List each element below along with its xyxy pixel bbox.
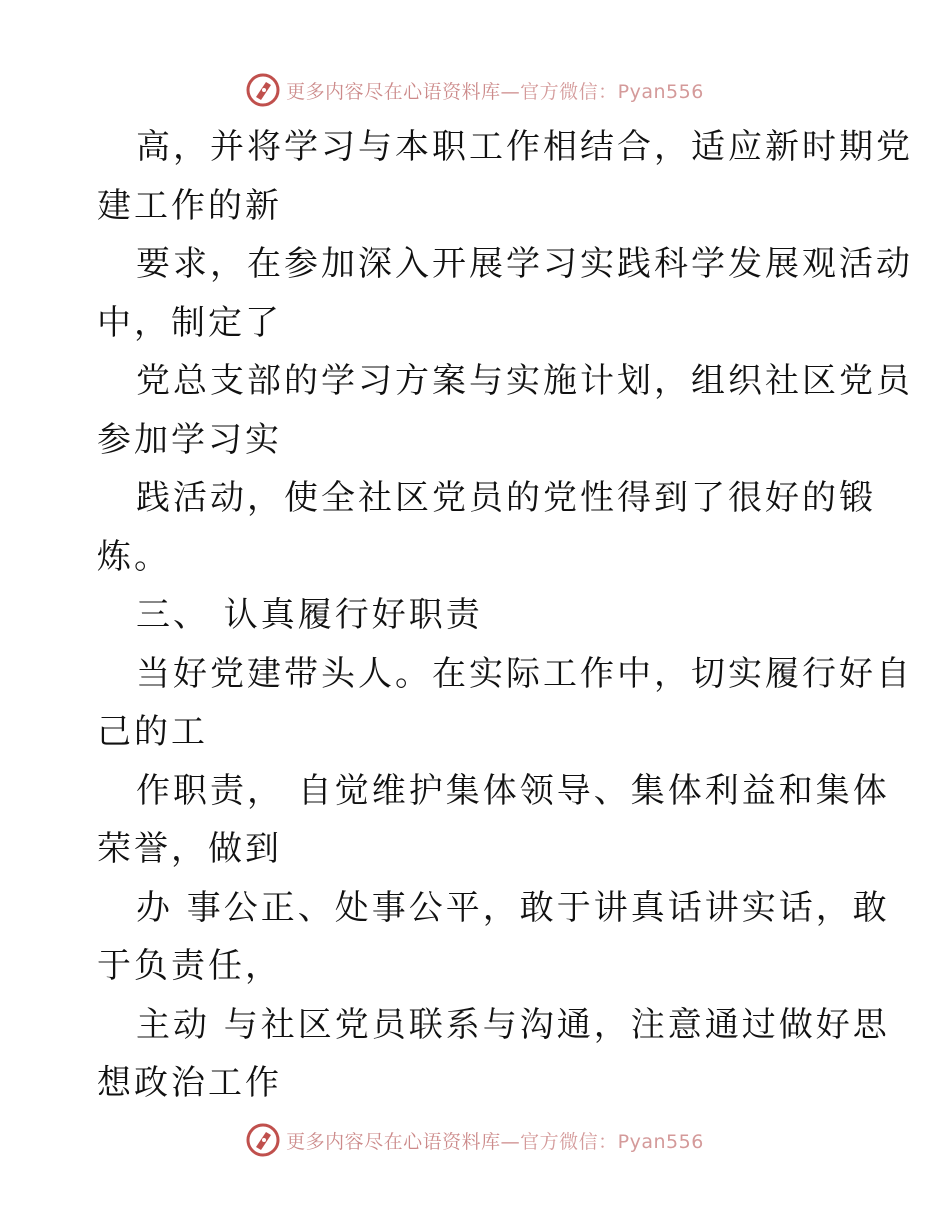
paragraph-line: 于负责任， [97, 946, 282, 986]
footer-watermark [0, 1120, 950, 1160]
paragraph-line: 建工作的新 [97, 185, 282, 226]
paragraph-line: 高，并将学习与本职工作相结合，适应新时期党 [136, 127, 913, 167]
document-body [97, 118, 913, 1113]
paragraph-line: 要求，在参加深入开展学习实践科学发展观活动 [136, 244, 913, 284]
paragraph-line: 炼。 [97, 536, 171, 577]
paragraph-line: 办 事公正、处事公平，敢于讲真话讲实话，敢 [136, 887, 890, 928]
paragraph-line: 作职责， 自觉维护集体领导、集体利益和集体 [136, 770, 890, 811]
header-watermark [0, 70, 950, 110]
paragraph-line: 中，制定了 [97, 302, 282, 343]
watermark-text: 更多内容尽在心语资料库—官方微信：Pyan556 [286, 80, 704, 103]
paragraph-line: 主动 与社区党员联系与沟通，注意通过做好思 [136, 1004, 890, 1045]
paragraph-line: 己的工 [97, 712, 208, 752]
section-heading: 三、 认真履行好职责 [136, 595, 483, 635]
pen-nib-logo-icon [246, 73, 280, 107]
watermark-text: 更多内容尽在心语资料库—官方微信：Pyan556 [286, 1130, 704, 1153]
paragraph-line: 荣誉，做到 [97, 829, 282, 869]
paragraph-line: 当好党建带头人。在实际工作中，切实履行好自 [136, 653, 913, 694]
paragraph-line: 党总支部的学习方案与实施计划，组织社区党员 [136, 361, 913, 401]
paragraph-line: 参加学习实 [97, 419, 282, 460]
paragraph-line: 想政治工作 [97, 1063, 282, 1103]
paragraph-line: 践活动，使全社区党员的党性得到了很好的锻 [136, 478, 876, 518]
pen-nib-logo-icon [246, 1123, 280, 1157]
